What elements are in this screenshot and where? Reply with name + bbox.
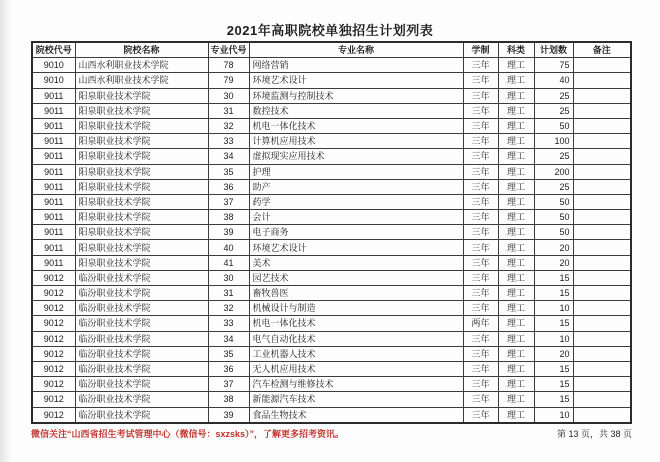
table-cell: 三年 xyxy=(463,179,498,194)
table-cell xyxy=(573,164,631,179)
table-cell: 阳泉职业技术学院 xyxy=(75,225,208,240)
table-cell: 理工 xyxy=(498,346,534,361)
table-cell: 37 xyxy=(208,377,249,392)
table-cell: 三年 xyxy=(463,103,498,118)
table-cell: 10 xyxy=(534,331,573,346)
table-cell: 35 xyxy=(208,164,249,179)
table-row xyxy=(32,286,631,301)
table-cell: 9011 xyxy=(32,118,75,133)
table-cell: 78 xyxy=(208,58,249,73)
table-row xyxy=(32,240,631,255)
table-cell xyxy=(573,316,631,331)
table-cell: 41 xyxy=(208,255,249,270)
table-cell: 9011 xyxy=(32,103,75,118)
table-cell: 33 xyxy=(208,134,249,149)
table-row xyxy=(32,179,631,194)
table-cell: 10 xyxy=(534,407,573,423)
table-cell: 畜牧兽医 xyxy=(249,286,463,301)
table-cell: 9012 xyxy=(32,346,75,361)
table-cell: 9010 xyxy=(32,73,75,88)
table-cell: 阳泉职业技术学院 xyxy=(75,255,208,270)
table-cell: 临汾职业技术学院 xyxy=(75,346,208,361)
page-title: 2021年高职院校单独招生计划列表 xyxy=(226,23,434,38)
table-cell: 10 xyxy=(534,301,573,316)
table-cell: 临汾职业技术学院 xyxy=(75,316,208,331)
table-cell: 31 xyxy=(208,103,249,118)
table-cell: 临汾职业技术学院 xyxy=(75,331,208,346)
table-cell: 200 xyxy=(534,164,573,179)
table-cell: 三年 xyxy=(463,164,498,179)
table-cell: 20 xyxy=(534,346,573,361)
table-cell: 机电一体化技术 xyxy=(249,118,463,133)
table-cell: 9011 xyxy=(32,255,75,270)
table-cell xyxy=(573,407,631,423)
column-header: 专业名称 xyxy=(249,42,463,58)
table-row xyxy=(32,58,631,73)
table-cell: 理工 xyxy=(498,301,534,316)
table-cell: 100 xyxy=(534,134,573,149)
table-cell: 三年 xyxy=(463,346,498,361)
table-cell: 数控技术 xyxy=(249,103,463,118)
table-cell: 理工 xyxy=(498,73,534,88)
table-cell: 9011 xyxy=(32,225,75,240)
table-cell: 山西水利职业技术学院 xyxy=(75,58,208,73)
table-cell: 理工 xyxy=(498,331,534,346)
table-cell: 三年 xyxy=(463,270,498,285)
table-cell: 两年 xyxy=(463,316,498,331)
column-header: 计划数 xyxy=(534,42,573,58)
table-cell: 阳泉职业技术学院 xyxy=(75,149,208,164)
table-cell: 9011 xyxy=(32,134,75,149)
table-row xyxy=(32,316,631,331)
table-cell: 阳泉职业技术学院 xyxy=(75,88,208,103)
table-cell: 9012 xyxy=(32,331,75,346)
table-cell: 理工 xyxy=(498,179,534,194)
table-cell: 临汾职业技术学院 xyxy=(75,301,208,316)
table-cell: 理工 xyxy=(498,316,534,331)
table-cell: 三年 xyxy=(463,240,498,255)
table-cell: 32 xyxy=(208,118,249,133)
table-cell: 9011 xyxy=(32,164,75,179)
table-cell: 理工 xyxy=(498,118,534,133)
table-cell: 三年 xyxy=(463,286,498,301)
table-cell: 护理 xyxy=(249,164,463,179)
table-cell: 电气自动化技术 xyxy=(249,331,463,346)
table-cell: 理工 xyxy=(498,225,534,240)
table-cell: 新能源汽车技术 xyxy=(249,392,463,407)
table-cell: 9011 xyxy=(32,179,75,194)
table-cell: 理工 xyxy=(498,392,534,407)
table-cell: 38 xyxy=(208,210,249,225)
column-header: 专业代号 xyxy=(208,42,249,58)
table-cell: 9012 xyxy=(32,407,75,423)
table-cell: 三年 xyxy=(463,210,498,225)
page-number-info: 第 13 页，共 38 页 xyxy=(556,428,632,439)
table-row xyxy=(32,210,631,225)
table-cell: 40 xyxy=(534,73,573,88)
table-cell: 园艺技术 xyxy=(249,270,463,285)
table-cell: 阳泉职业技术学院 xyxy=(75,194,208,209)
table-cell: 助产 xyxy=(249,179,463,194)
table-cell: 20 xyxy=(534,255,573,270)
column-header: 院校名称 xyxy=(75,42,208,58)
table-cell: 机械设计与制造 xyxy=(249,301,463,316)
table-cell: 38 xyxy=(208,392,249,407)
table-cell: 理工 xyxy=(498,58,534,73)
table-cell: 37 xyxy=(208,194,249,209)
column-header: 备注 xyxy=(573,42,631,58)
table-cell: 三年 xyxy=(463,331,498,346)
table-cell: 阳泉职业技术学院 xyxy=(75,240,208,255)
table-cell xyxy=(573,255,631,270)
table-cell: 75 xyxy=(534,58,573,73)
table-cell: 39 xyxy=(208,407,249,423)
table-cell: 三年 xyxy=(463,194,498,209)
table-cell: 三年 xyxy=(463,407,498,423)
table-row xyxy=(32,331,631,346)
table-row xyxy=(32,73,631,88)
table-cell: 25 xyxy=(534,103,573,118)
table-cell: 临汾职业技术学院 xyxy=(75,270,208,285)
table-cell: 临汾职业技术学院 xyxy=(75,377,208,392)
table-cell: 三年 xyxy=(463,149,498,164)
table-cell xyxy=(573,361,631,376)
table-cell: 临汾职业技术学院 xyxy=(75,392,208,407)
table-cell: 三年 xyxy=(463,392,498,407)
table-cell xyxy=(573,58,631,73)
column-header: 院校代号 xyxy=(32,42,75,58)
table-row xyxy=(32,361,631,376)
table-cell: 无人机应用技术 xyxy=(249,361,463,376)
table-row xyxy=(32,118,631,133)
table-cell: 三年 xyxy=(463,58,498,73)
table-row xyxy=(32,149,631,164)
table-cell: 理工 xyxy=(498,240,534,255)
table-cell: 15 xyxy=(534,361,573,376)
table-cell: 79 xyxy=(208,73,249,88)
table-cell: 20 xyxy=(534,240,573,255)
table-cell: 理工 xyxy=(498,194,534,209)
table-cell: 食品生物技术 xyxy=(249,407,463,423)
table-cell: 三年 xyxy=(463,88,498,103)
table-cell: 临汾职业技术学院 xyxy=(75,407,208,423)
page-footer xyxy=(31,429,632,440)
table-cell xyxy=(573,134,631,149)
table-row xyxy=(32,134,631,149)
table-cell: 汽车检测与维修技术 xyxy=(249,377,463,392)
table-cell: 9012 xyxy=(32,392,75,407)
table-cell: 阳泉职业技术学院 xyxy=(75,118,208,133)
table-cell: 山西水利职业技术学院 xyxy=(75,73,208,88)
table-cell: 9012 xyxy=(32,361,75,376)
table-cell: 32 xyxy=(208,301,249,316)
table-cell: 9012 xyxy=(32,377,75,392)
table-cell: 美术 xyxy=(249,255,463,270)
column-header: 科类 xyxy=(498,42,534,58)
table-cell: 虚拟现实应用技术 xyxy=(249,149,463,164)
table-cell: 50 xyxy=(534,210,573,225)
table-cell: 理工 xyxy=(498,407,534,423)
table-cell: 31 xyxy=(208,286,249,301)
table-row xyxy=(32,346,631,361)
table-cell: 15 xyxy=(534,377,573,392)
table-cell xyxy=(573,346,631,361)
table-cell: 36 xyxy=(208,361,249,376)
table-cell: 理工 xyxy=(498,210,534,225)
table-cell: 50 xyxy=(534,225,573,240)
table-row xyxy=(32,392,631,407)
table-cell xyxy=(573,179,631,194)
table-cell: 阳泉职业技术学院 xyxy=(75,134,208,149)
table-cell: 理工 xyxy=(498,149,534,164)
table-cell xyxy=(573,331,631,346)
table-cell: 30 xyxy=(208,270,249,285)
table-cell: 15 xyxy=(534,286,573,301)
table-row xyxy=(32,377,631,392)
table-row xyxy=(32,255,631,270)
wechat-notice: 微信关注“山西省招生考试管理中心（微信号：sxzsks）”，了解更多招考资讯。 xyxy=(31,428,345,439)
table-row xyxy=(32,407,631,423)
table-cell: 网络营销 xyxy=(249,58,463,73)
table-row xyxy=(32,270,631,285)
table-cell: 计算机应用技术 xyxy=(249,134,463,149)
table-cell: 三年 xyxy=(463,361,498,376)
table-row xyxy=(32,301,631,316)
table-cell: 三年 xyxy=(463,73,498,88)
table-header-row xyxy=(32,42,631,58)
table-cell: 理工 xyxy=(498,286,534,301)
table-cell: 36 xyxy=(208,179,249,194)
table-cell: 34 xyxy=(208,331,249,346)
table-cell: 临汾职业技术学院 xyxy=(75,286,208,301)
table-cell: 9011 xyxy=(32,240,75,255)
table-cell xyxy=(573,88,631,103)
table-cell: 环境监测与控制技术 xyxy=(249,88,463,103)
table-cell: 环境艺术设计 xyxy=(249,240,463,255)
table-cell xyxy=(573,240,631,255)
table-cell: 理工 xyxy=(498,103,534,118)
table-cell: 15 xyxy=(534,316,573,331)
table-cell xyxy=(573,73,631,88)
table-cell: 阳泉职业技术学院 xyxy=(75,179,208,194)
table-cell: 30 xyxy=(208,88,249,103)
table-cell: 9011 xyxy=(32,149,75,164)
table-cell xyxy=(573,118,631,133)
table-cell xyxy=(573,210,631,225)
enrollment-plan-table xyxy=(31,41,632,424)
table-cell: 理工 xyxy=(498,361,534,376)
table-cell: 会计 xyxy=(249,210,463,225)
table-cell: 25 xyxy=(534,149,573,164)
table-cell: 电子商务 xyxy=(249,225,463,240)
table-cell xyxy=(573,149,631,164)
table-cell: 阳泉职业技术学院 xyxy=(75,164,208,179)
table-cell: 阳泉职业技术学院 xyxy=(75,210,208,225)
table-cell: 阳泉职业技术学院 xyxy=(75,103,208,118)
table-cell: 33 xyxy=(208,316,249,331)
table-cell: 9012 xyxy=(32,301,75,316)
table-cell: 理工 xyxy=(498,134,534,149)
table-cell xyxy=(573,392,631,407)
table-cell: 9012 xyxy=(32,316,75,331)
table-row xyxy=(32,88,631,103)
table-cell: 25 xyxy=(534,88,573,103)
table-cell: 50 xyxy=(534,118,573,133)
table-cell: 三年 xyxy=(463,301,498,316)
table-cell: 机电一体化技术 xyxy=(249,316,463,331)
table-cell xyxy=(573,225,631,240)
table-cell xyxy=(573,194,631,209)
table-cell: 环境艺术设计 xyxy=(249,73,463,88)
table-cell xyxy=(573,286,631,301)
table-cell: 理工 xyxy=(498,164,534,179)
table-cell: 药学 xyxy=(249,194,463,209)
table-row xyxy=(32,103,631,118)
table-cell: 15 xyxy=(534,270,573,285)
table-cell: 35 xyxy=(208,346,249,361)
table-row xyxy=(32,164,631,179)
table-cell: 39 xyxy=(208,225,249,240)
table-cell: 理工 xyxy=(498,377,534,392)
table-cell: 9012 xyxy=(32,286,75,301)
table-cell: 25 xyxy=(534,179,573,194)
column-header: 学制 xyxy=(463,42,498,58)
table-cell: 15 xyxy=(534,392,573,407)
table-cell xyxy=(573,301,631,316)
table-cell xyxy=(573,377,631,392)
table-cell: 9011 xyxy=(32,88,75,103)
table-cell: 三年 xyxy=(463,134,498,149)
table-cell xyxy=(573,270,631,285)
table-cell: 三年 xyxy=(463,377,498,392)
table-cell: 三年 xyxy=(463,255,498,270)
table-cell: 9011 xyxy=(32,194,75,209)
table-cell: 9010 xyxy=(32,58,75,73)
table-cell: 40 xyxy=(208,240,249,255)
table-cell: 理工 xyxy=(498,88,534,103)
table-cell: 三年 xyxy=(463,118,498,133)
table-cell: 9011 xyxy=(32,210,75,225)
table-cell: 三年 xyxy=(463,225,498,240)
table-cell xyxy=(573,103,631,118)
table-cell: 50 xyxy=(534,194,573,209)
table-row xyxy=(32,225,631,240)
table-cell: 临汾职业技术学院 xyxy=(75,361,208,376)
table-cell: 34 xyxy=(208,149,249,164)
table-cell: 9012 xyxy=(32,270,75,285)
table-row xyxy=(32,194,631,209)
table-cell: 工业机器人技术 xyxy=(249,346,463,361)
table-cell: 理工 xyxy=(498,270,534,285)
table-body xyxy=(32,58,631,423)
table-cell: 理工 xyxy=(498,255,534,270)
